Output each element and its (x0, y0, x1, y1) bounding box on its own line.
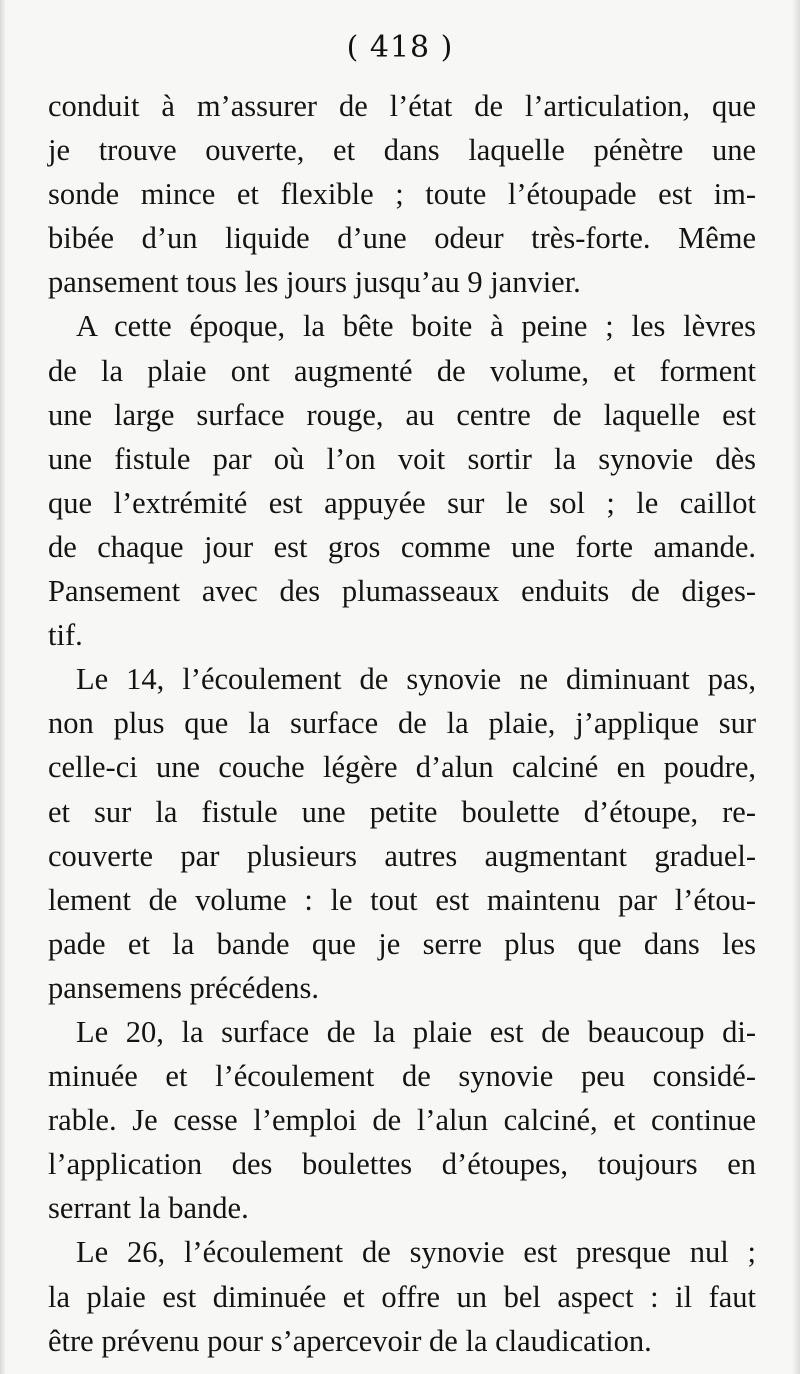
text-line: serrant la bande. (48, 1191, 249, 1226)
text-line: minuée et l’écoulement de synovie peu considé- (48, 1059, 756, 1094)
text-line: non plus que la surface de la plaie, j’applique sur (48, 706, 756, 741)
text-line: conduit à m’assurer de l’état de l’articulation, que (48, 89, 756, 123)
page-number: ( 418 ) (346, 30, 454, 65)
text-line: bibée d’un liquide d’une odeur très-forte. Même (48, 221, 756, 256)
text-line: de la plaie ont augmenté de volume, et forment (48, 353, 756, 388)
body-text (48, 84, 756, 1363)
text-line: Le 20, la surface de la plaie est de beaucoup di- (76, 1014, 756, 1049)
page-edge-shadow-right (792, 0, 800, 1374)
paragraph-3 (48, 657, 756, 1010)
text-line: Le 14, l’écoulement de synovie ne diminuant pas, (76, 662, 756, 697)
text-line: une large surface rouge, au centre de laquelle est (48, 397, 756, 432)
text-line: tif. (48, 618, 83, 653)
paragraph-1 (48, 84, 756, 304)
page-edge-shadow-left (0, 0, 6, 1374)
text-line: l’application des boulettes d’étoupes, toujours en (48, 1147, 756, 1182)
text-line: A cette époque, la bête boite à peine ; les lèvres (76, 309, 756, 344)
text-line: celle-ci une couche légère d’alun calciné en poudre, (48, 750, 756, 785)
text-line: rable. Je cesse l’emploi de l’alun calciné, et continue (48, 1103, 756, 1138)
text-line: une fistule par où l’on voit sortir la synovie dès (48, 441, 756, 476)
text-line: être prévenu pour s’apercevoir de la claudication. (48, 1323, 652, 1358)
text-line: Le 26, l’écoulement de synovie est presque nul ; (76, 1235, 756, 1270)
paragraph-4 (48, 1010, 756, 1230)
text-line: je trouve ouverte, et dans laquelle pénètre une (48, 133, 756, 168)
text-line: lement de volume : le tout est maintenu par l’étou- (48, 882, 756, 917)
text-line: la plaie est diminuée et offre un bel aspect : il faut (48, 1279, 756, 1314)
text-line: couverte par plusieurs autres augmentant graduel- (48, 838, 756, 873)
text-line: pansemens précédens. (48, 970, 320, 1005)
text-line: sonde mince et flexible ; toute l’étoupade est im- (48, 177, 756, 212)
paragraph-2 (48, 304, 756, 657)
text-line: pade et la bande que je serre plus que dans les (48, 926, 756, 961)
text-line: pansement tous les jours jusqu’au 9 janvier. (48, 265, 581, 300)
text-line: Pansement avec des plumasseaux enduits de diges- (48, 574, 756, 609)
paragraph-5 (48, 1230, 756, 1362)
text-line: de chaque jour est gros comme une forte amande. (48, 529, 756, 564)
text-line: et sur la fistule une petite boulette d’étoupe, re- (48, 794, 756, 829)
text-line: que l’extrémité est appuyée sur le sol ; le caillot (48, 485, 756, 520)
